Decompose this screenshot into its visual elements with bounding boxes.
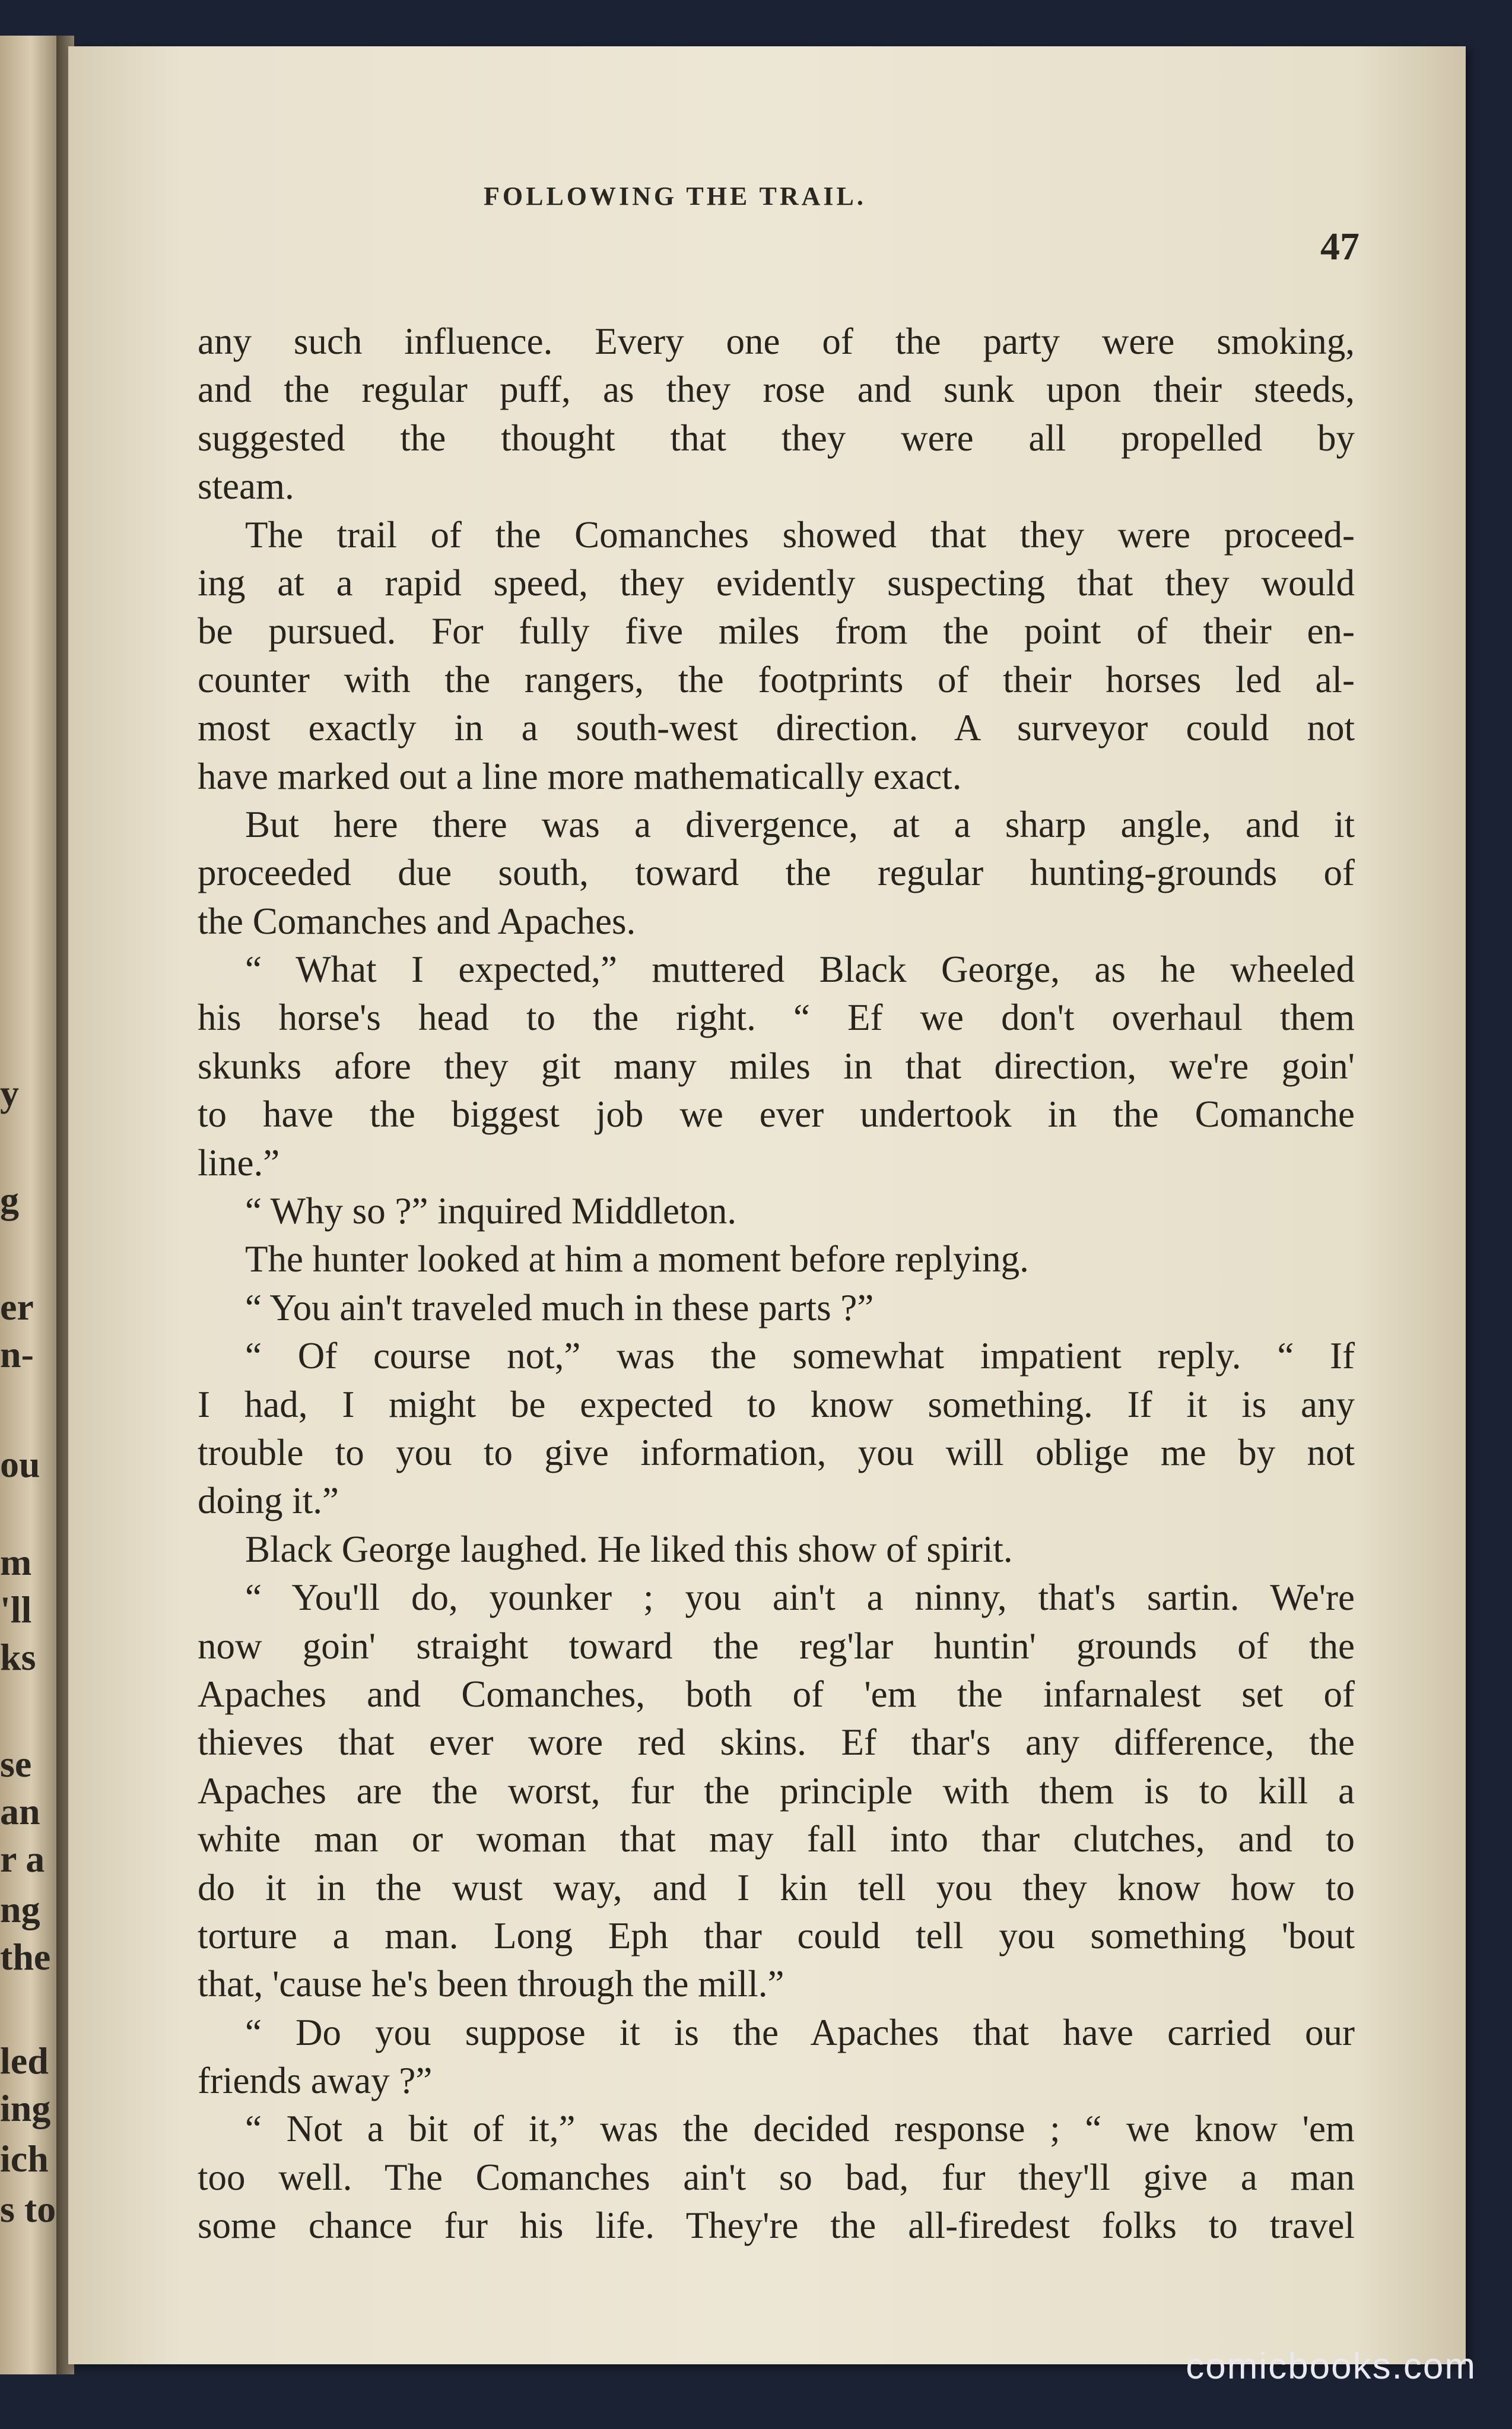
book-page	[68, 46, 1466, 2364]
prev-page-fragment: ich	[0, 2138, 49, 2180]
prev-page-fragment: m	[0, 1541, 32, 1583]
text-line: some chance fur his life. They're the all-firedest folks to travel	[198, 2205, 1355, 2247]
text-line: thieves that ever wore red skins. Ef thar's any difference, the	[198, 1721, 1355, 1764]
text-line: But here there was a divergence, at a sharp angle, and it	[245, 803, 1355, 845]
text-line: “ Do you suppose it is the Apaches that have carried our	[245, 2011, 1355, 2053]
text-line: his horse's head to the right. “ Ef we don't overhaul them	[198, 997, 1355, 1039]
text-line: I had, I might be expected to know something. If it is any	[198, 1383, 1355, 1425]
text-line: and the regular puff, as they rose and sunk upon their steeds,	[198, 369, 1355, 411]
text-line: proceeded due south, toward the regular hunting-grounds of	[198, 852, 1355, 894]
text-line: “ You ain't traveled much in these parts ?”	[245, 1286, 874, 1328]
prev-page-fragment: an	[0, 1790, 40, 1832]
text-line: do it in the wust way, and I kin tell you they know how to	[198, 1866, 1355, 1908]
body-text	[198, 318, 1355, 2250]
prev-page-fragment: the	[0, 1936, 51, 1978]
prev-page-fragment: r a	[0, 1838, 45, 1880]
prev-page-fragment: g	[0, 1179, 19, 1221]
text-line: to have the biggest job we ever undertook in the Comanche	[198, 1093, 1355, 1136]
text-line: be pursued. For fully five miles from the point of their en-	[198, 610, 1355, 652]
running-head: FOLLOWING THE TRAIL.	[484, 182, 866, 211]
text-line: The hunter looked at him a moment before replying.	[245, 1238, 1029, 1280]
text-line: suggested the thought that they were all propelled by	[198, 417, 1355, 459]
text-line: Black George laughed. He liked this show of spirit.	[245, 1528, 1013, 1570]
text-line: The trail of the Comanches showed that they were proceed-	[245, 513, 1355, 556]
text-line: ing at a rapid speed, they evidently suspecting that they would	[198, 562, 1355, 604]
prev-page-fragment: ks	[0, 1636, 36, 1678]
text-line: “ Of course not,” was the somewhat impatient reply. “ If	[245, 1335, 1355, 1377]
watermark-logo: comicbooks.com	[1186, 2346, 1476, 2387]
text-line: Apaches are the worst, fur the principle with them is to kill a	[198, 1770, 1355, 1812]
text-line: “ What I expected,” muttered Black George, as he wheeled	[245, 949, 1355, 991]
text-line: skunks afore they git many miles in that direction, we're goin'	[198, 1045, 1355, 1087]
text-line: doing it.”	[198, 1480, 339, 1522]
text-line: torture a man. Long Eph thar could tell you something 'bout	[198, 1914, 1355, 1956]
text-line: any such influence. Every one of the party were smoking,	[198, 321, 1355, 362]
page-number: 47	[1320, 225, 1359, 268]
text-line: friends away ?”	[198, 2060, 433, 2102]
text-line: white man or woman that may fall into thar clutches, and to	[198, 1818, 1355, 1860]
text-line: “ Not a bit of it,” was the decided response ; “ we know 'em	[245, 2108, 1355, 2150]
text-line: counter with the rangers, the footprints of their horses led al-	[198, 658, 1355, 700]
text-line: steam.	[198, 465, 294, 508]
text-line: too well. The Comanches ain't so bad, fur they'll give a man	[198, 2156, 1355, 2198]
prev-page-fragment: 'll	[0, 1588, 32, 1631]
prev-page-fragment: se	[0, 1743, 32, 1785]
previous-page-edge	[0, 36, 56, 2374]
prev-page-fragment: led	[0, 2040, 49, 2082]
text-line: “ You'll do, younker ; you ain't a ninny, that's sartin. We're	[245, 1577, 1355, 1619]
text-line: Apaches and Comanches, both of 'em the infarnalest set of	[198, 1673, 1355, 1715]
text-line: have marked out a line more mathematically exact.	[198, 755, 962, 797]
prev-page-fragment: n-	[0, 1333, 34, 1375]
text-line: trouble to you to give information, you will oblige me by not	[198, 1431, 1355, 1473]
prev-page-fragment: ng	[0, 1888, 40, 1930]
prev-page-fragment: s to	[0, 2188, 56, 2230]
prev-page-fragment: ou	[0, 1443, 40, 1485]
text-line: most exactly in a south-west direction. A surveyor could not	[198, 707, 1355, 749]
text-line: “ Why so ?” inquired Middleton.	[245, 1190, 737, 1232]
text-line: the Comanches and Apaches.	[198, 900, 636, 942]
prev-page-fragment: ing	[0, 2087, 51, 2129]
text-line: that, 'cause he's been through the mill.”	[198, 1963, 784, 2005]
text-line: line.”	[198, 1141, 280, 1184]
prev-page-fragment: y	[0, 1072, 19, 1114]
prev-page-fragment: er	[0, 1286, 34, 1328]
text-line: now goin' straight toward the reg'lar huntin' grounds of the	[198, 1625, 1355, 1667]
